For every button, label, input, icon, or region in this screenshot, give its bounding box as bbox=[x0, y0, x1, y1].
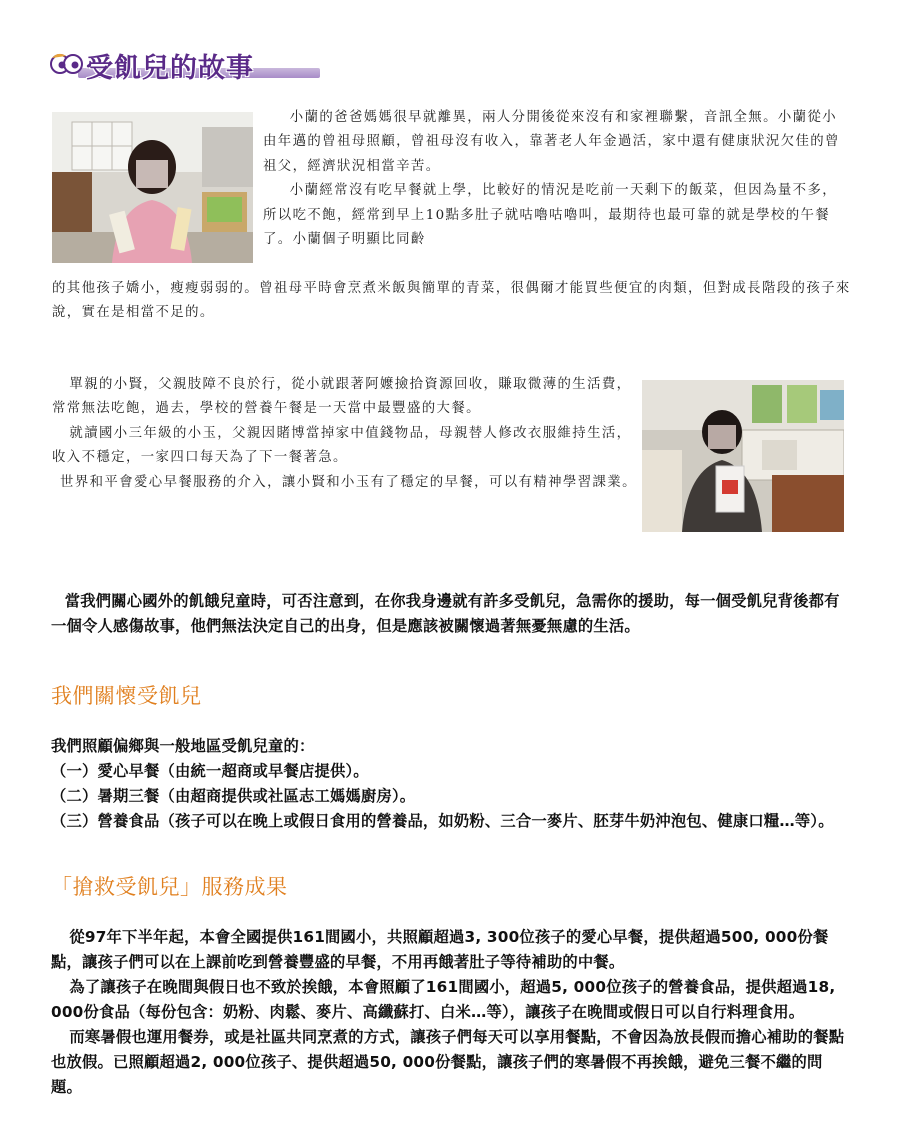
list-item-text: 暑期三餐（由超商提供或社區志工媽媽廚房）。 bbox=[97, 787, 416, 805]
list-item-number: （二） bbox=[51, 787, 98, 805]
list-item-number: （三） bbox=[51, 812, 98, 830]
story-xiaolan-continued bbox=[52, 277, 852, 326]
story-xiaolan-top bbox=[263, 106, 851, 252]
list-item-number: （一） bbox=[51, 762, 98, 780]
results-paragraph: 為了讓孩子在晚間與假日也不致於挨餓，本會照顧了161間國小，超過5, 000位孩子的營養食品，提供超過18, 000份食品（每份包含：奶粉、肉鬆、麥片、高纖蘇打、白米…等），讓孩子在晚間或假日可以自行料理食用。 bbox=[51, 978, 836, 1021]
list-item-text: 愛心早餐（由統一超商或早餐店提供）。 bbox=[97, 762, 369, 780]
story-paragraph: 小蘭的爸爸媽媽很早就離異，兩人分開後從來沒有和家裡聯繫，音訊全無。小蘭從小由年邁的曾祖母照顧，曾祖母沒有收入，靠著老人年金過活，家中還有健康狀況欠佳的曾祖父，經濟狀況相當辛苦。 bbox=[263, 110, 840, 174]
results-section-heading: 「搶救受飢兒」服務成果 bbox=[51, 875, 288, 899]
page-title: 受飢兒的故事 bbox=[86, 53, 254, 84]
section-title bbox=[50, 46, 310, 86]
care-section-heading: 我們關懷受飢兒 bbox=[51, 684, 202, 708]
care-list bbox=[51, 734, 851, 834]
story-paragraph: 世界和平會愛心早餐服務的介入，讓小賢和小玉有了穩定的早餐，可以有精神學習課業。 bbox=[60, 474, 637, 490]
story-paragraph: 單親的小賢，父親肢障不良於行，從小就跟著阿嬤撿拾資源回收，賺取微薄的生活費，常常無法吃飽，過去，學校的營養午餐是一天當中最豐盛的大餐。 bbox=[52, 377, 632, 417]
story-xiaoxian-xiaoyu bbox=[52, 373, 637, 495]
girl-with-food-photo bbox=[52, 112, 253, 263]
story-paragraph: 就讀國小三年級的小玉，父親因賭博當掉家中值錢物品，母親替人修改衣服維持生活，收入不穩定，一家四口每天為了下一餐著急。 bbox=[52, 425, 632, 466]
list-item bbox=[51, 809, 851, 834]
care-lead: 我們照顧偏鄉與一般地區受飢兒童的： bbox=[51, 737, 315, 755]
story-paragraph: 小蘭經常沒有吃早餐就上學，比較好的情況是吃前一天剩下的飯菜，但因為量不多，所以吃不飽，經常到早上10點多肚子就咕嚕咕嚕叫，最期待也最可靠的就是學校的午餐了。小蘭個子明顯比同齡 bbox=[263, 183, 838, 248]
list-item-text: 營養食品（孩子可以在晚上或假日食用的營養品，如奶粉、三合一麥片、胚芽牛奶沖泡包、健康口糧…等）。 bbox=[97, 812, 834, 830]
results-paragraph: 從97年下半年起，本會全國提供161間國小，共照顧超過3, 300位孩子的愛心早餐，提供超過500, 000份餐點，讓孩子們可以在上課前吃到營養豐盛的早餐，不用再餓著肚子等待補助的中餐。 bbox=[51, 928, 829, 971]
story-paragraph: 的其他孩子嬌小，瘦瘦弱弱的。曾祖母平時會烹煮米飯與簡單的青菜，很偶爾才能買些便宜的肉類，但對成長階段的孩子來說，實在是相當不足的。 bbox=[52, 281, 851, 321]
intro-paragraph: 當我們關心國外的飢餓兒童時，可否注意到，在你我身邊就有許多受飢兒，急需你的援助，每一個受飢兒背後都有一個令人感傷故事，他們無法決定自己的出身，但是應該被關懷過著無憂無慮的生活。 bbox=[51, 592, 840, 635]
results-body bbox=[51, 925, 851, 1100]
results-paragraph: 而寒暑假也運用餐券，或是社區共同烹煮的方式，讓孩子們每天可以享用餐點，不會因為放長假而擔心補助的餐點也放假。已照顧超過2, 000位孩子、提供超過50, 000份餐點，讓孩子們的寒暑假不再挨餓，避免三餐不繼的問題。 bbox=[51, 1028, 845, 1096]
eyes-icon bbox=[50, 52, 84, 76]
list-item bbox=[51, 784, 851, 809]
boy-with-milk-photo bbox=[642, 380, 844, 532]
list-item bbox=[51, 759, 851, 784]
